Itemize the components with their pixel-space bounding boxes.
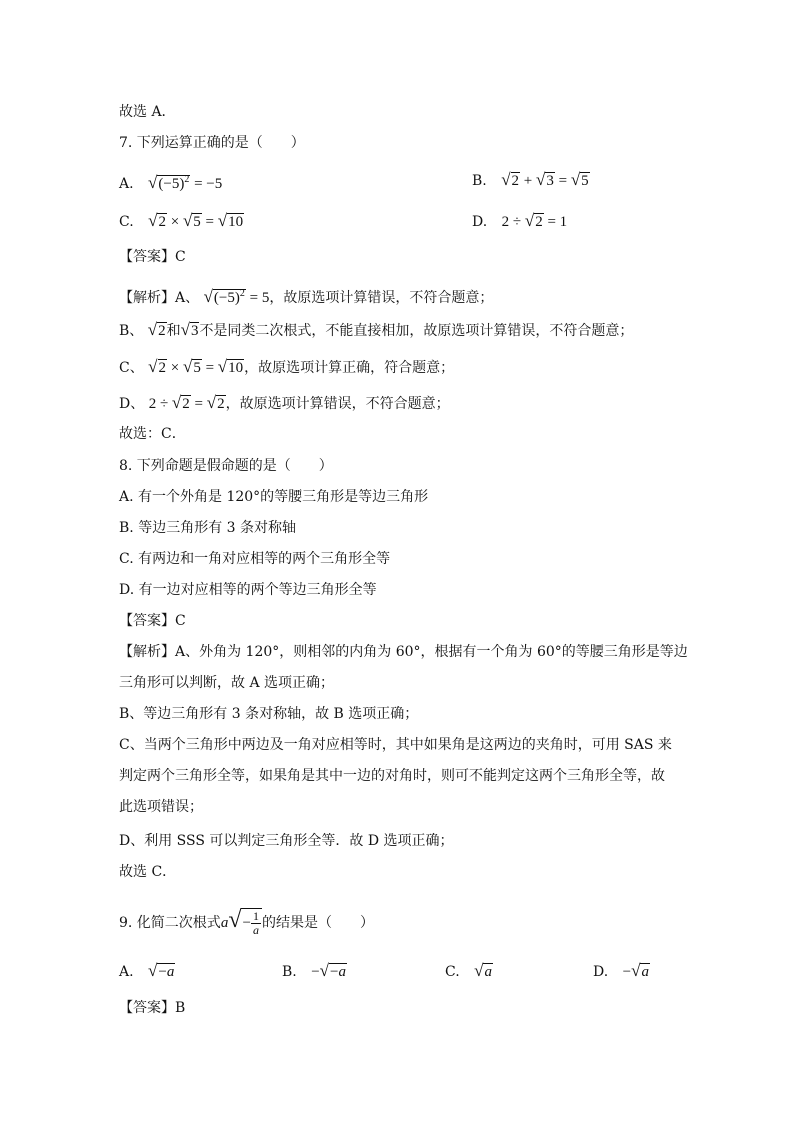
q7-explanation-b-label: B、 (119, 323, 144, 339)
q7-explanation-b-and: 和 (166, 323, 181, 339)
q7-answer: 【答案】C (119, 249, 186, 265)
q8-explanation-line-7: D、利用 SSS 可以判定三角形全等．故 D 选项正确； (119, 833, 454, 849)
q7-option-d-label: D. (472, 214, 488, 230)
q8-conclusion: 故选 C． (119, 864, 177, 880)
q7-explanation-a-label: 【解析】A、 (119, 290, 200, 306)
q9-option-b-formula: −√−a (311, 961, 346, 980)
q9-option-c-label: C. (445, 964, 460, 980)
q9-option-a-formula: √−a (148, 961, 175, 980)
q8-explanation-line-2: 三角形可以判断，故 A 选项正确； (119, 675, 335, 691)
q7-option-c-formula: √2 × √5 = √10 (148, 211, 244, 230)
q7-conclusion: 故选：C． (119, 426, 186, 442)
question-9-text: 9. 化简二次根式 (119, 915, 221, 931)
q7-option-a (119, 170, 222, 194)
q8-explanation-line-6: 此选项错误； (119, 799, 203, 815)
q7-explanation-d-label: D、 (119, 396, 145, 412)
question-9-formula: a√− $\frac{1}{a}$ (221, 915, 262, 931)
q8-option-b: B. 等边三角形有 3 条对称轴 (119, 520, 296, 536)
q7-explanation-d (119, 393, 450, 414)
q8-explanation-line-3: B、等边三角形有 3 条对称轴，故 B 选项正确； (119, 706, 419, 722)
q7-explanation-c-label: C、 (119, 360, 144, 376)
q9-option-c (445, 961, 493, 982)
q7-explanation-a (119, 284, 493, 308)
q9-option-a-label: A. (119, 964, 134, 980)
q7-explanation-b-text: 不是同类二次根式，不能直接相加，故原选项计算错误，不符合题意； (199, 323, 634, 339)
q9-answer: 【答案】B (119, 1000, 186, 1016)
q7-explanation-d-formula: 2 ÷ √2 = √2 (148, 393, 225, 412)
q7-explanation-c-formula: √2 × √5 = √10 (148, 357, 244, 376)
line-previous-answer: 故选 A． (119, 104, 176, 120)
question-9-text-tail: 的结果是（ ） (261, 915, 374, 931)
q8-answer: 【答案】C (119, 613, 186, 629)
q7-explanation-d-text: ，故原选项计算错误，不符合题意； (225, 396, 450, 412)
q7-option-d (472, 211, 567, 232)
q9-option-d-formula: −√a (622, 961, 649, 980)
question-9 (119, 906, 374, 937)
q9-option-c-formula: √a (474, 961, 492, 980)
q8-explanation-line-5: 判定两个三角形全等，如果角是其中一边的对角时，则可不能判定这两个三角形全等，故 (119, 768, 665, 784)
q7-option-b-formula: √2 + √3 = √5 (501, 170, 589, 189)
q7-explanation-a-text: ，故原选项计算错误，不符合题意； (269, 290, 494, 306)
q9-option-d (593, 961, 650, 982)
q7-option-a-formula: $√(-5)^2 = -5$ (148, 173, 223, 192)
q7-explanation-b-formula1: √2 (147, 320, 166, 339)
q7-option-a-label: A. (119, 176, 134, 192)
q8-option-a: A. 有一个外角是 120°的等腰三角形是等边三角形 (119, 489, 429, 505)
q7-option-b-label: B. (472, 173, 487, 189)
q7-explanation-c (119, 357, 454, 378)
q9-option-b-label: B. (282, 964, 297, 980)
q7-explanation-c-text: ，故原选项计算正确，符合题意； (244, 360, 455, 376)
q7-option-b (472, 170, 590, 191)
q8-option-c: C. 有两边和一角对应相等的两个三角形全等 (119, 551, 391, 567)
q7-explanation-b (119, 320, 633, 341)
q7-explanation-b-formula2: √3 (180, 320, 199, 339)
q7-option-c (119, 211, 244, 232)
q7-explanation-a-formula: $√(-5)^2 = 5$ (203, 287, 270, 306)
question-7: 7. 下列运算正确的是（ ） (119, 135, 305, 151)
q9-option-b (282, 961, 347, 982)
q8-explanation-line-1: 【解析】A、外角为 120°，则相邻的内角为 60°，根据有一个角为 60°的等腰三角形是等边 (119, 644, 688, 660)
q8-option-d: D. 有一边对应相等的两个等边三角形全等 (119, 582, 377, 598)
q8-explanation-line-4: C、当两个三角形中两边及一角对应相等时，其中如果角是这两边的夹角时，可用 SAS 来 (119, 737, 672, 753)
q7-option-d-formula: 2 ÷ √2 = 1 (501, 211, 568, 230)
q7-option-c-label: C. (119, 214, 134, 230)
question-8: 8. 下列命题是假命题的是（ ） (119, 458, 333, 474)
q9-option-a (119, 961, 175, 982)
q9-option-d-label: D. (593, 964, 609, 980)
